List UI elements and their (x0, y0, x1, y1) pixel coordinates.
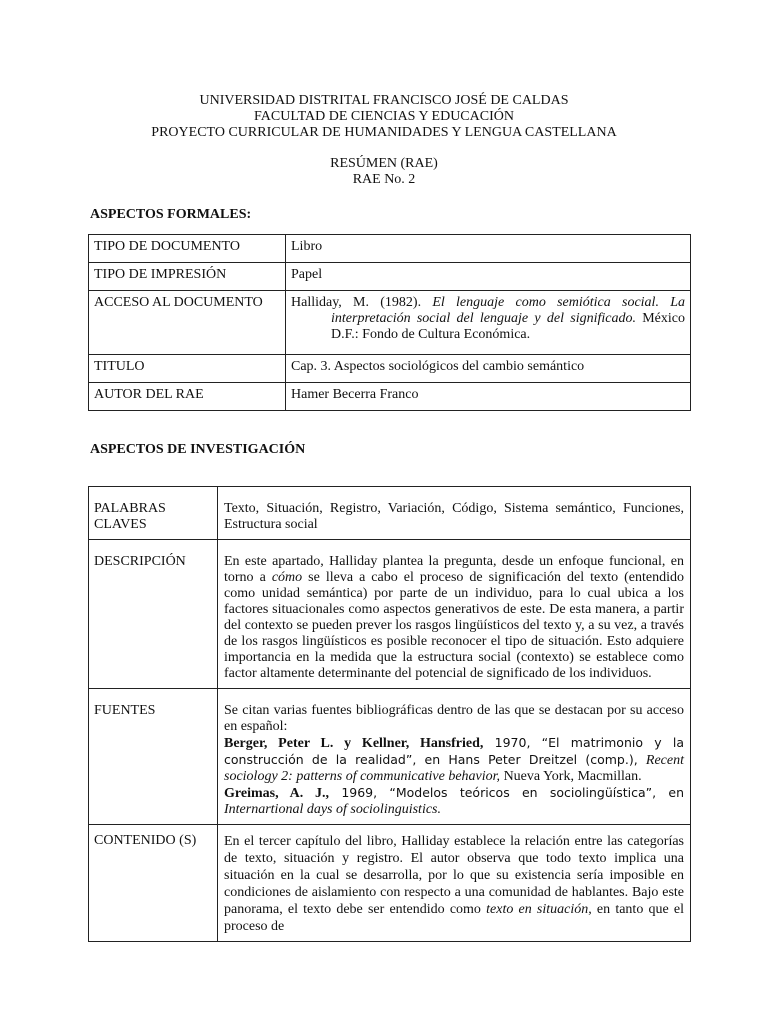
row-label: TIPO DE DOCUMENTO (89, 235, 286, 263)
row-value: Libro (286, 235, 691, 263)
keywords-value: Texto, Situación, Registro, Variación, Código, Sistema semántico, Funciones, Estructura social (218, 487, 691, 540)
sources-intro: Se citan varias fuentes bibliográficas dentro de las que se destacan por su acceso en español: (224, 703, 684, 734)
document-header (0, 93, 768, 141)
description-emphasis: cómo (271, 570, 303, 585)
content-emphasis: texto en situación (486, 902, 589, 917)
university-name: UNIVERSIDAD DISTRITAL FRANCISCO JOSÉ DE CALDAS (199, 93, 569, 108)
description-text-cont: se lleva a cabo el proceso de significación del texto (entendido como unidad semántica) por parte de un individuo, para lo cual ubica a los factores situacionales como aspectos generativos de este. De esta manera, a partir del contexto se pueden prever los rasgos lingüísticos del texto y, a su vez, a través de los rasgos lingüísticos es posible reconocer el tipo de situación. Esto adquiere importancia en la medida que la estructura social (contexto) se establece como factor altamente determinante del potencial de significado de los individuos. (224, 570, 684, 681)
content-label: CONTENIDO (S) (89, 825, 218, 942)
content-text-cont: , en tanto que el proceso de (224, 902, 684, 934)
source-publisher: Nueva York, Macmillan. (500, 769, 642, 784)
table-row (89, 540, 691, 689)
faculty-name: FACULTAD DE CIENCIAS Y EDUCACIÓN (254, 109, 514, 124)
source-detail: 1970, “El matrimonio y la construcción de la realidad”, en Hans Peter Dreitzel (comp.), (224, 735, 684, 767)
row-value: Papel (286, 263, 691, 291)
research-aspects-title: ASPECTOS DE INVESTIGACIÓN (90, 442, 306, 457)
rae-heading (0, 156, 768, 188)
formal-aspects-title: ASPECTOS FORMALES: (90, 207, 252, 222)
source-detail: 1969, “Modelos teóricos en sociolingüística”, en (329, 785, 685, 800)
rae-number: RAE No. 2 (352, 172, 416, 187)
source-title: Internartional days of sociolinguistics. (224, 802, 441, 817)
source-entry-1 (224, 735, 684, 785)
project-name: PROYECTO CURRICULAR DE HUMANIDADES Y LENGUA CASTELLANA (151, 125, 617, 140)
table-row (89, 263, 691, 291)
content-value (218, 825, 691, 942)
citation-title: El lenguaje como semiótica social. La interpretación social del lenguaje y del significado. (331, 295, 685, 326)
table-row (89, 487, 691, 540)
description-value (218, 540, 691, 689)
source-author: Greimas, A. J., (224, 786, 330, 801)
sources-label: FUENTES (89, 689, 218, 825)
table-row (89, 689, 691, 825)
description-text: En este apartado, Halliday plantea la pregunta, desde un enfoque funcional, en torno a (224, 554, 684, 585)
table-row (89, 355, 691, 383)
keywords-label: PALABRAS CLAVES (89, 487, 218, 540)
content-text: En el tercer capítulo del libro, Halliday establece la relación entre las categorías de texto, situación y registro. El autor observa que todo texto implica una situación en la cual se desarrolla, por lo que su existencia sería imposible en condiciones de aislamiento con respecto a una comunidad de hablantes. Bajo este panorama, el texto debe ser entendido como (224, 834, 684, 917)
source-author: Berger, Peter L. y Kellner, Hansfried, (224, 736, 484, 751)
row-value: Hamer Becerra Franco (286, 383, 691, 411)
source-title: Recent sociology 2: patterns of communicative behavior, (224, 753, 684, 784)
description-label: DESCRIPCIÓN (89, 540, 218, 689)
research-aspects-table (88, 486, 691, 942)
sources-value (218, 689, 691, 825)
table-row (89, 383, 691, 411)
row-label: TIPO DE IMPRESIÓN (89, 263, 286, 291)
citation-publisher: México D.F.: Fondo de Cultura Económica. (331, 311, 685, 342)
citation-author: Halliday, M. (1982). (291, 295, 433, 310)
row-label: ACCESO AL DOCUMENTO (89, 291, 286, 355)
table-row (89, 235, 691, 263)
table-row (89, 291, 691, 355)
row-label: TITULO (89, 355, 286, 383)
row-label: AUTOR DEL RAE (89, 383, 286, 411)
row-value (286, 291, 691, 355)
row-value: Cap. 3. Aspectos sociológicos del cambio semántico (286, 355, 691, 383)
source-entry-2 (224, 785, 684, 818)
table-row (89, 825, 691, 942)
formal-aspects-table (88, 234, 691, 411)
rae-doc-type: RESÚMEN (RAE) (330, 156, 438, 171)
